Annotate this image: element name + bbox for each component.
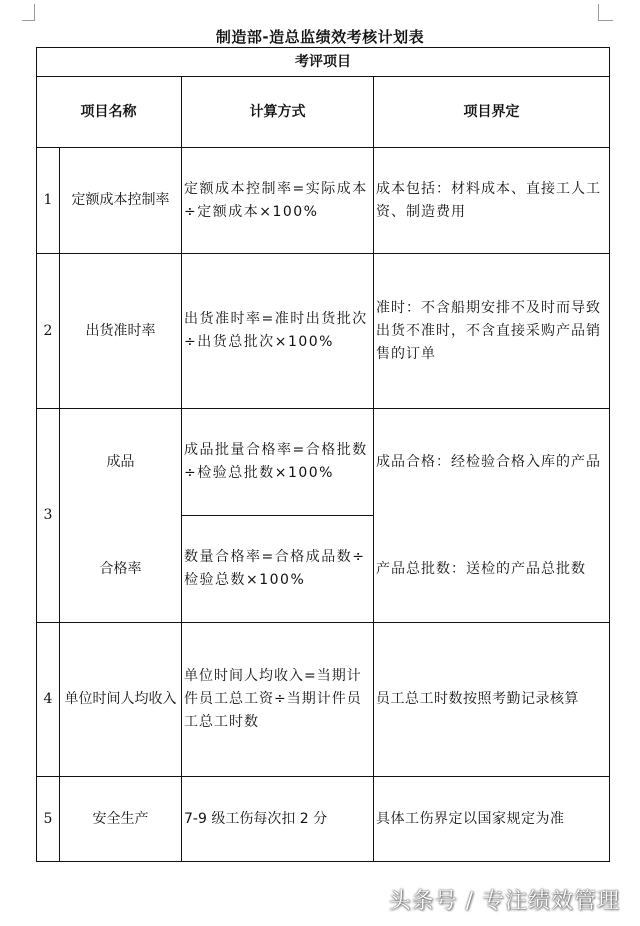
column-header-scope: 项目界定 xyxy=(463,103,520,120)
page-corner-mark-left xyxy=(22,4,35,21)
watermark: 头条号 / 专注绩效管理 xyxy=(388,889,620,914)
item-method: 出货准时率=准时出货批次÷出货总批次×100% xyxy=(184,311,368,350)
item-name-top: 成品 xyxy=(106,453,135,470)
row-number: 2 xyxy=(43,322,53,339)
row-number: 4 xyxy=(43,691,53,707)
item-method: 定额成本控制率=实际成本÷定额成本×100% xyxy=(184,180,368,220)
kpi-table xyxy=(36,47,610,862)
item-name: 单位时间人均收入 xyxy=(64,691,177,707)
item-method: 单位时间人均收入=当期计件员工总工资÷当期计件员工总工时数 xyxy=(184,668,362,730)
item-scope: 成本包括：材料成本、直接工人工资、制造费用 xyxy=(376,180,601,220)
item-scope: 产品总批数：送检的产品总批数 xyxy=(376,560,586,577)
page-corner-mark-right xyxy=(598,4,613,21)
table-border-bottom xyxy=(36,861,610,862)
item-scope: 成品合格：经检验合格入库的产品 xyxy=(376,453,601,470)
item-scope: 准时：不含船期安排不及时而导致出货不准时，不含直接采购产品销售的订单 xyxy=(376,299,601,362)
column-header-method: 计算方式 xyxy=(249,103,306,120)
row-number: 5 xyxy=(43,810,53,827)
item-method: 成品批量合格率=合格批数÷检验总批数×100% xyxy=(184,442,368,481)
section-header: 考评项目 xyxy=(295,53,351,70)
document-title: 制造部-造总监绩效考核计划表 xyxy=(215,28,425,46)
table-border-right xyxy=(609,47,610,862)
item-name: 定额成本控制率 xyxy=(71,192,170,208)
row-number: 1 xyxy=(43,192,53,208)
item-method: 数量合格率=合格成品数÷检验总数×100% xyxy=(184,549,366,588)
item-name-bottom: 合格率 xyxy=(99,560,142,577)
row-number: 3 xyxy=(43,507,53,523)
item-scope: 具体工伤界定以国家规定为准 xyxy=(376,810,565,827)
item-scope: 员工总工时数按照考勤记录核算 xyxy=(376,691,579,707)
column-header-name: 项目名称 xyxy=(80,103,137,120)
item-name: 安全生产 xyxy=(92,810,149,827)
item-method: 7-9 级工伤每次扣 2 分 xyxy=(184,810,328,827)
item-name: 出货准时率 xyxy=(85,322,156,339)
